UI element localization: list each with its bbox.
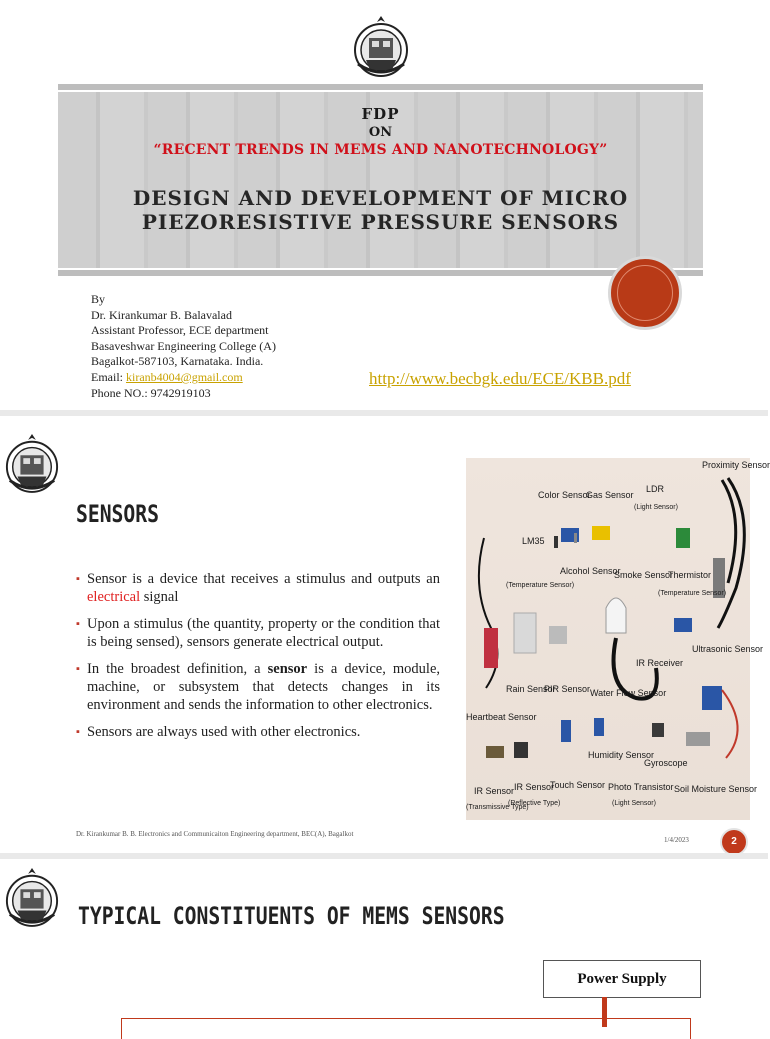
label-ultrasonic: Ultrasonic Sensor [692,644,764,654]
label-ir-reflective-sub: (Reflective Type) [508,800,561,807]
label-lm35: LM35 [522,536,545,546]
label-thermistor-sub: (Temperature Sensor) [658,590,727,597]
label-ldr: LDR [646,484,665,494]
author-block [91,292,276,401]
slide-separator [0,410,768,416]
on-label: ON [368,125,393,140]
label-thermistor: Thermistor [668,570,712,580]
bullet-list [76,570,440,750]
label-ir-receiver: IR Receiver [636,658,684,668]
label-soil-moisture: Soil Moisture Sensor [674,784,758,794]
label-alcohol: Alcohol Sensor [560,566,621,576]
profile-url-link[interactable]: http://www.becbgk.edu/ECE/KBB.pdf [369,369,631,388]
author-name: Dr. Kirankumar B. Balavalad [91,307,232,322]
by-label: By [91,292,106,306]
sensor-block-box [121,1018,691,1039]
highlight-electrical: electrical [87,589,141,605]
label-humidity: Humidity Sensor [588,750,655,760]
author-college: Basaveshwar Engineering College (A) [91,338,276,353]
label-gas: Gas Sensor [586,490,634,500]
slide-date: 1/4/2023 [664,836,689,844]
label-touch: Touch Sensor [550,780,606,790]
banner-top-rule [58,84,703,90]
email-label: Email: [91,369,126,384]
bullet-item: ▪ In the broadest definition, a sensor is a device, module, machine, or subsystem that detects changes in its environment and sends the information to other electronics. [76,660,440,714]
label-photo-transistor: Photo Transistor [608,782,674,792]
slide-separator [0,853,768,859]
slide-constituents [0,860,768,1024]
author-phone: Phone NO.: 9742919103 [91,385,211,400]
page-number: 2 [720,828,748,856]
power-supply-box: Power Supply [543,960,701,998]
sensors-photo [466,458,770,820]
bullet-item: ▪ Sensors are always used with other electronics. [76,723,440,741]
email-link[interactable]: kiranb4004@gmail.com [126,369,243,384]
title-banner [58,92,703,268]
slide-sensors [0,418,768,855]
label-proximity: Proximity Sensor [702,460,770,470]
label-pir: PIR Sensor [544,684,591,694]
sensor-components-illustration [466,458,750,820]
label-ir-transmissive-sub: (Transmissive Type) [466,804,529,811]
college-seal-logo [4,866,60,928]
bold-sensor: sensor [267,661,308,677]
author-address: Bagalkot-587103, Karnataka. India. [91,354,264,369]
label-water-flow: Water Flow Sensor [590,688,667,698]
label-smoke: Smoke Sensor [614,570,674,580]
section-title: TYPICAL CONSTITUENTS OF MEMS SENSORS [78,902,505,930]
banner-bottom-rule [58,270,703,276]
fdp-label: FDP [361,105,400,123]
presentation-title: DESIGN AND DEVELOPMENT OF MICRO PIEZORESISTIVE PRESSURE SENSORS [132,186,629,234]
slide-footer: Dr. Kirankumar B. B. Electronics and Communicaiton Engineering department, BEC(A), Bagalkot [76,830,354,838]
label-ir-transmissive: IR Sensor [474,786,515,796]
slide-title [0,0,768,410]
label-color: Color Sensor [538,490,591,500]
label-rain: Rain Sensor [506,684,556,694]
decorative-circle [608,256,682,330]
author-designation: Assistant Professor, ECE department [91,323,269,338]
college-seal-logo [352,14,410,78]
author-email-line [91,370,276,386]
bullet-item: ▪ Upon a stimulus (the quantity, property or the condition that is being sensed), sensors generate electrical output. [76,615,440,651]
label-photo-transistor-sub: (Light Sensor) [612,800,656,807]
bullet-item: ▪ Sensor is a device that receives a stimulus and outputs an electrical signal [76,570,440,606]
label-heartbeat: Heartbeat Sensor [466,712,537,722]
label-gyroscope: Gyroscope [644,758,688,768]
college-seal-logo [4,432,60,494]
section-title: SENSORS [76,500,159,528]
label-lm35-sub: (Temperature Sensor) [506,582,575,589]
fdp-theme: “RECENT TRENDS IN MEMS AND NANOTECHNOLOGY” [153,142,608,158]
label-ldr-sub: (Light Sensor) [634,504,678,511]
label-ir-reflective: IR Sensor [514,782,555,792]
